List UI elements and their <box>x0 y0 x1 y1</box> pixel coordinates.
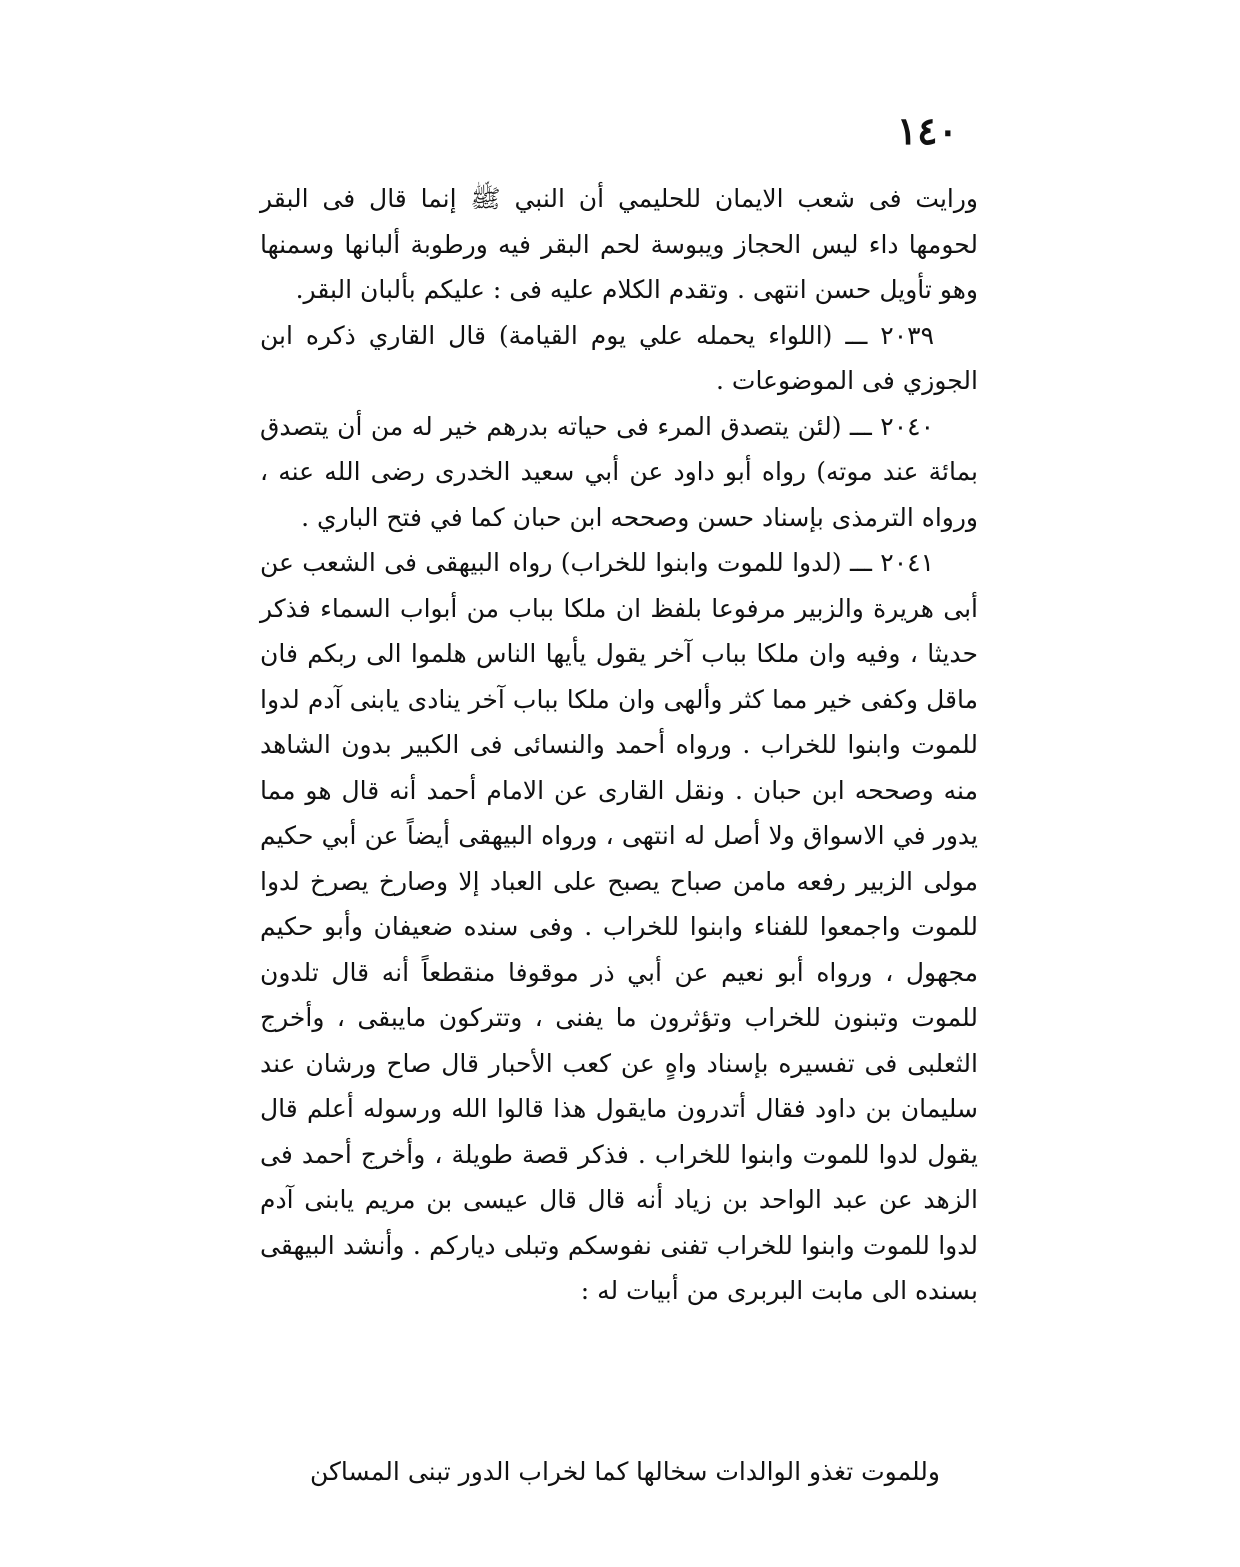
paragraph-entry-2041: ٢٠٤١ ـــ (لدوا للموت وابنوا للخراب) رواه البيهقى فى الشعب عن أبى هريرة والزبير مرفوعا بلفظ ان ملكا بباب من أبواب السماء فذكر حديثا ، وفيه وان ملكا بباب آخر يقول يأيها الناس هلموا الى ربكم فان ماقل وكفى خير مما كثر وألهى وان ملكا بباب آخر ينادى يابنى آدم لدوا للموت وابنوا للخراب . ورواه أحمد والنسائى فى الكبير بدون الشاهد منه وصححه ابن حبان . ونقل القارى عن الامام أحمد أنه قال هو مما يدور في الاسواق ولا أصل له انتهى ، ورواه البيهقى أيضاً عن أبي حكيم مولى الزبير رفعه مامن صباح يصبح على العباد إلا وصارخ يصرخ لدوا للموت واجمعوا للفناء وابنوا للخراب . وفى سنده ضعيفان وأبو حكيم مجهول ، ورواه أبو نعيم عن أبي ذر موقوفا منقطعاً أنه قال تلدون للموت وتبنون للخراب وتؤثرون ما يفنى ، وتتركون مايبقى ، وأخرج الثعلبى فى تفسيره بإسناد واهٍ عن كعب الأحبار قال صاح ورشان عند سليمان بن داود فقال أتدرون مايقول هذا قالوا الله ورسوله أعلم قال يقول لدوا للموت وابنوا للخراب . فذكر قصة طويلة ، وأخرج أحمد فى الزهد عن عبد الواحد بن زياد أنه قال قال عيسى بن مريم يابنى آدم لدوا للموت وابنوا للخراب تفنى نفوسكم وتبلى دياركم . وأنشد البيهقى بسنده الى مابت البربرى من أبيات له : <box>260 548 978 1305</box>
paragraph-entry-2039: ٢٠٣٩ ـــ (اللواء يحمله علي يوم القيامة) قال القاري ذكره ابن الجوزي فى الموضوعات . <box>260 320 978 395</box>
paragraph-continuation: ورايت فى شعب الايمان للحليمي أن النبي ﷺ إنما قال فى البقر لحومها داء ليس الحجاز ويبوسة لحم البقر فيه ورطوبة ألبانها وسمنها وهو تأويل حسن انتهى . وتقدم الكلام عليه فى : عليكم بألبان البقر. <box>260 184 978 304</box>
body-text <box>260 176 978 1314</box>
verse-second-hemistich: كما لخراب الدور تبنى المساكن <box>310 1457 629 1486</box>
page-number: ١٤٠ <box>896 108 958 153</box>
poetry-verse <box>300 1452 940 1492</box>
paragraph-entry-2040: ٢٠٤٠ ـــ (لئن يتصدق المرء فى حياته بدرهم خير له من أن يتصدق بمائة عند موته) رواه أبو داود عن أبي سعيد الخدرى رضى الله عنه ، ورواه الترمذى بإسناد حسن وصححه ابن حبان كما في فتح الباري . <box>260 411 978 532</box>
verse-first-hemistich: وللموت تغذو الوالدات سخالها <box>635 1457 940 1486</box>
